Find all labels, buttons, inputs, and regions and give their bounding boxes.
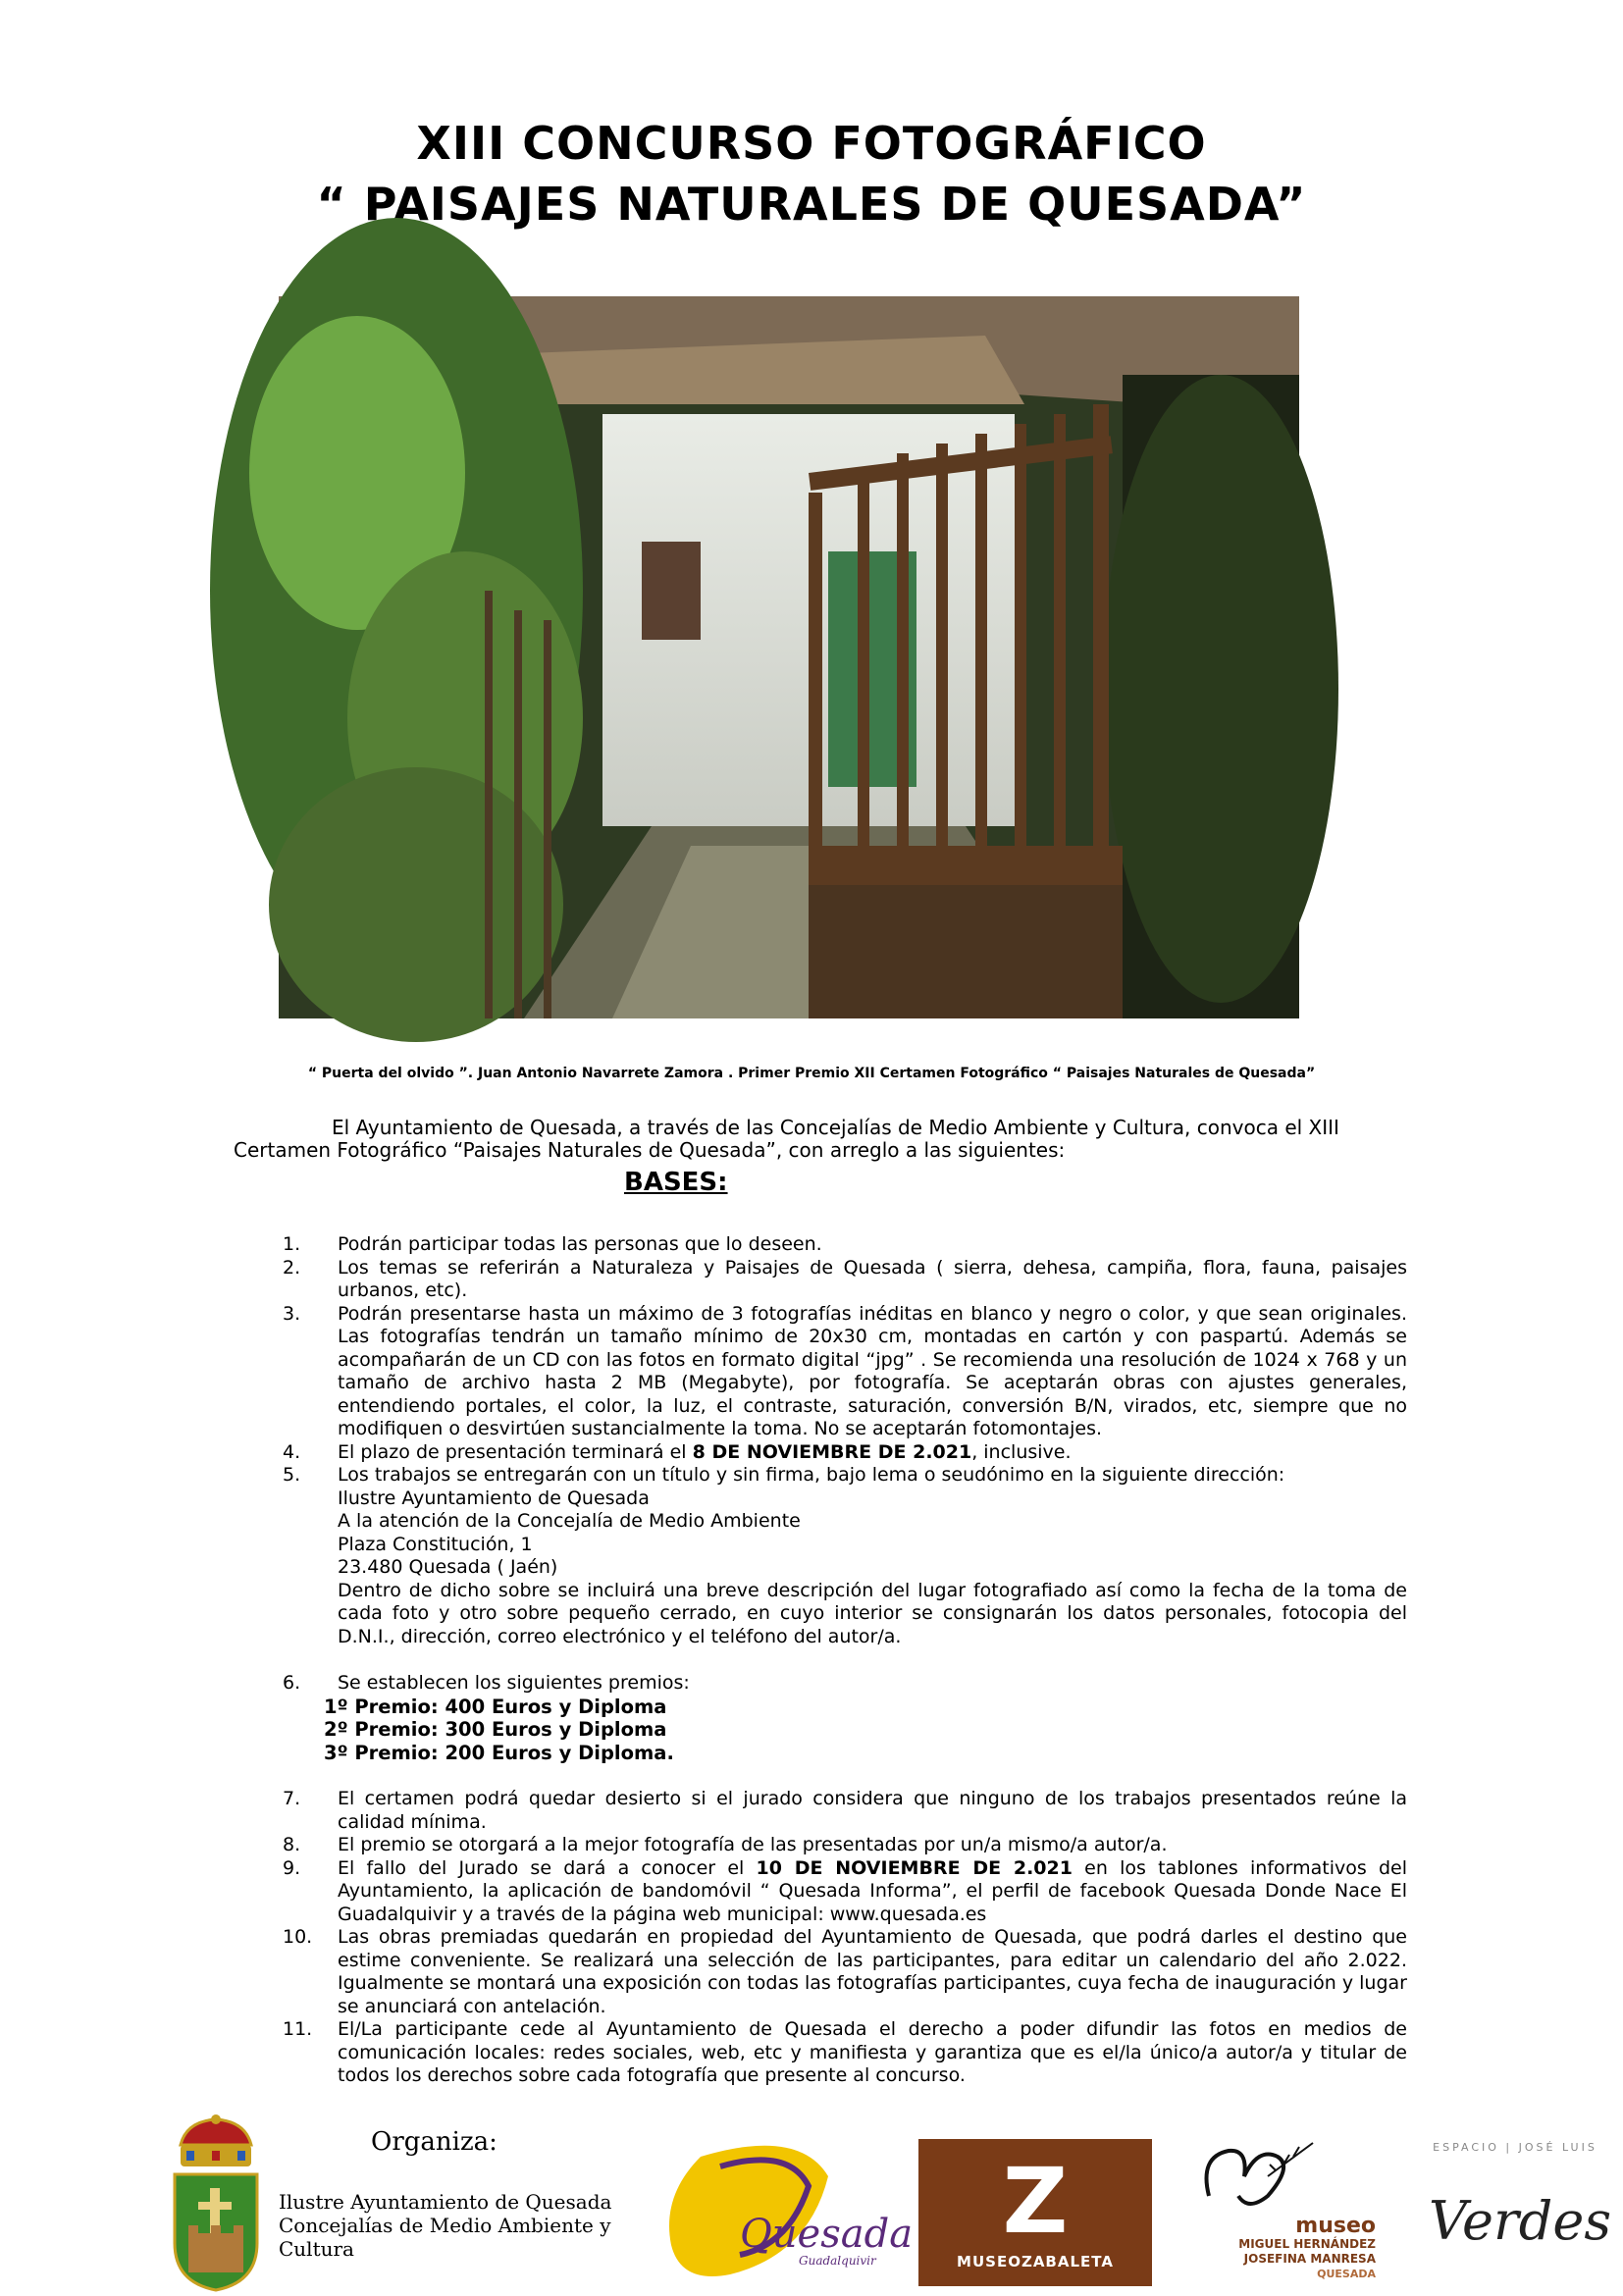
photo-caption: “ Puerta del olvido ”. Juan Antonio Navarrete Zamora . Primer Premio XII Certamen Fotográfico “ Paisajes Naturales de Quesada” <box>307 1066 1316 1081</box>
rule-text: El certamen podrá quedar desierto si el jurado considera que ninguno de los trabajos presentados reúne la calidad mínima. <box>338 1788 1407 1833</box>
rule-text-line: Dentro de dicho sobre se incluirá una breve descripción del lugar fotografiado así como la fecha de la toma de cada foto y otro sobre pequeño cerrado, en cuyo interior se consignarán los datos personales, fotocopia del D.N.I., dirección, correo electrónico y el teléfono del autor/a. <box>338 1579 1407 1647</box>
museo-miguel-hernandez-logo <box>1199 2137 1376 2286</box>
contest-photo <box>279 296 1299 1018</box>
rule-number: 11. <box>283 2018 313 2040</box>
rule-text-pre: El plazo de presentación terminará el <box>338 1440 693 1463</box>
rule-text: El/La participante cede al Ayuntamiento de Quesada el derecho a poder difundir las fotos en medios de comunicación locales: redes sociales, web, etc y manifiesta y garantiza que es el/la único/a autor/a y titular de todos los derechos sobre cada fotografía que presente al concurso. <box>338 2018 1407 2086</box>
quesada-logo <box>661 2137 914 2284</box>
rule-item <box>283 1672 1407 1696</box>
museo-line-4: QUESADA <box>1317 2268 1376 2280</box>
rule-number: 6. <box>283 1672 301 1694</box>
rule-item <box>283 1788 1407 1834</box>
rule-number: 5. <box>283 1464 301 1486</box>
ayto-line-2: Concejalías de Medio Ambiente y <box>279 2214 611 2237</box>
postal-address <box>338 1487 1407 1580</box>
rule-number: 2. <box>283 1256 301 1278</box>
rule-item <box>283 1857 1407 1927</box>
prize-1: 1º Premio: 400 Euros y Diploma <box>324 1695 667 1718</box>
verdes-top-text: ESPACIO | JOSÉ LUIS <box>1433 2141 1597 2154</box>
page-title-line2: “ PAISAJES NATURALES DE QUESADA” <box>316 178 1307 231</box>
museo-zabaleta-logo <box>918 2139 1152 2286</box>
address-line: 23.480 Quesada ( Jaén) <box>338 1556 558 1578</box>
rule-item <box>283 1441 1407 1465</box>
rule-text <box>338 1464 1407 1648</box>
rule-number: 4. <box>283 1440 301 1463</box>
rule-text-pre: El fallo del Jurado se dará a conocer el <box>338 1856 757 1879</box>
prize-list <box>324 1696 1407 1765</box>
deadline-date: 8 DE NOVIEMBRE DE 2.021 <box>692 1440 972 1463</box>
rule-text-line: Se establecen los siguientes premios: <box>338 1672 690 1694</box>
museo-line-2: MIGUEL HERNÁNDEZ <box>1238 2237 1376 2251</box>
rule-number: 9. <box>283 1856 301 1879</box>
rule-text-line: Los trabajos se entregarán con un título y sin firma, bajo lema o seudónimo en la siguiente dirección: <box>338 1464 1285 1486</box>
espacio-jose-luis-verdes-logo <box>1419 2141 1611 2278</box>
rule-item <box>283 1257 1407 1303</box>
zabaleta-mark: Z <box>1002 2149 1069 2254</box>
prize-3: 3º Premio: 200 Euros y Diploma. <box>324 1741 674 1764</box>
address-line: Plaza Constitución, 1 <box>338 1533 533 1555</box>
address-line: A la atención de la Concejalía de Medio Ambiente <box>338 1510 801 1532</box>
rule-item <box>283 1834 1407 1857</box>
page-title-line1: XIII CONCURSO FOTOGRÁFICO <box>416 117 1207 170</box>
museo-text <box>1238 2216 1376 2281</box>
verdes-signature: Verdes <box>1429 2190 1612 2252</box>
rule-number: 3. <box>283 1302 301 1325</box>
ayto-line-1: Ilustre Ayuntamiento de Quesada <box>279 2190 612 2214</box>
rule-text <box>338 1857 1407 1927</box>
verdict-date: 10 DE NOVIEMBRE DE 2.021 <box>756 1856 1073 1879</box>
rule-item <box>283 1926 1407 2018</box>
rule-item <box>283 2018 1407 2088</box>
quesada-logo-text: Quesada <box>740 2212 914 2257</box>
bases-heading: BASES: <box>624 1168 728 1197</box>
rule-text: El premio se otorgará a la mejor fotografía de las presentadas por un/a mismo/a autor/a. <box>338 1834 1168 1855</box>
rule-text: Los temas se referirán a Naturaleza y Paisajes de Quesada ( sierra, dehesa, campiña, flora, fauna, paisajes urbanos, etc). <box>338 1256 1407 1301</box>
rule-text: Podrán participar todas las personas que lo deseen. <box>338 1233 822 1255</box>
rule-text: Podrán presentarse hasta un máximo de 3 fotografías inéditas en blanco y negro o color, y que sean originales. Las fotografías tendrán un tamaño mínimo de 20x30 cm, montadas en cartón y con paspartú. Además se acompañarán de un CD con las fotos en formato digital “jpg” . Se recomienda una resolución de 1024 x 768 y un tamaño de archivo hasta 2 MB (Megabyte), por fotografía. Se aceptarán obras con ajustes generales, entendiendo portales, el color, la luz, el contraste, saturación, conversión B/N, virados, etc, siempre que no modifiquen o desvirtúen sustancialmente la toma. No se aceptarán fotomontajes. <box>338 1302 1407 1439</box>
rule-number: 1. <box>283 1233 301 1255</box>
museo-line-1: museo <box>1295 2214 1376 2238</box>
prize-2: 2º Premio: 300 Euros y Diploma <box>324 1718 667 1741</box>
zabaleta-text: MUSEOZABALETA <box>957 2253 1114 2270</box>
rule-number: 8. <box>283 1834 301 1855</box>
rule-text-post: , inclusive. <box>971 1440 1072 1463</box>
rule-text <box>338 1441 1407 1465</box>
rule-item <box>283 1464 1407 1648</box>
ayuntamiento-block <box>279 2190 611 2261</box>
town-coat-of-arms-icon <box>167 2115 265 2292</box>
address-line: Ilustre Ayuntamiento de Quesada <box>338 1487 650 1509</box>
organiza-label: Organiza: <box>371 2127 497 2157</box>
intro-line-1: El Ayuntamiento de Quesada, a través de las Concejalías de Medio Ambiente y Cultura, convoca el XIII <box>332 1116 1339 1139</box>
rule-number: 7. <box>283 1788 301 1809</box>
quesada-logo-subtext: Guadalquivir <box>799 2254 876 2268</box>
rule-text-post: en los tablones informativos del Ayuntamiento, la aplicación de bandomóvil “ Quesada Informa”, el perfil de facebook Quesada Donde Nace El Guadalquivir y a través de la página web municipal: www.quesada.es <box>338 1856 1407 1925</box>
rules-list <box>283 1233 1407 2088</box>
rule-item <box>283 1303 1407 1441</box>
rule-text: Las obras premiadas quedarán en propiedad del Ayuntamiento de Quesada, que podrá darles el destino que estime conveniente. Se realizará una selección de las participantes, para editar un calendario del año 2.022. Igualmente se montará una exposición con todas las fotografías participantes, cuya fecha de inauguración y lugar se anunciará con antelación. <box>338 1926 1407 2017</box>
rule-number: 10. <box>283 1926 313 1948</box>
intro-paragraph <box>234 1117 1411 1162</box>
museo-line-3: JOSEFINA MANRESA <box>1243 2252 1376 2266</box>
rule-item <box>283 1233 1407 1257</box>
ayto-line-3: Cultura <box>279 2237 354 2261</box>
intro-line-2: Certamen Fotográfico “Paisajes Naturales de Quesada”, con arreglo a las siguientes: <box>234 1138 1066 1162</box>
rule-text <box>338 1672 1407 1696</box>
